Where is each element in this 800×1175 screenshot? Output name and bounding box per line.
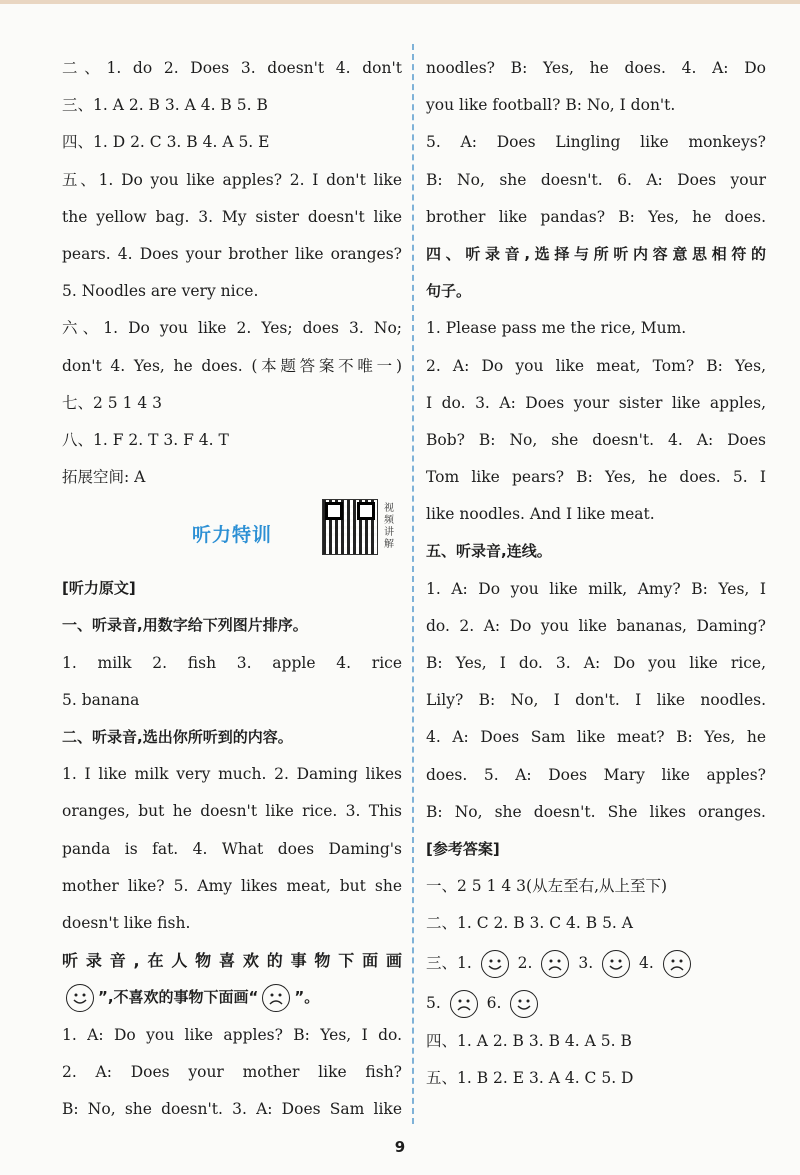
answer-line: 二、1. C 2. B 3. C 4. B 5. A (426, 914, 633, 933)
answer-line: 一、2 5 1 4 3(从左至右,从上至下) (426, 877, 668, 896)
qr-label: 视频讲解 (384, 503, 394, 551)
answer-line: 八、1. F 2. T 3. F 4. T (62, 430, 229, 449)
answer-line: don't 4. Yes, he does. (本题答案不唯一) (62, 356, 402, 375)
transcript-line: panda is fat. 4. What does Daming's (62, 839, 402, 858)
question-heading: 二、听录音,选出你所听到的内容。 (62, 728, 293, 746)
answer-line: 三、1. A 2. B 3. A 4. B 5. B (62, 96, 268, 115)
transcript-line: 1. milk 2. fish 3. apple 4. rice (62, 653, 402, 672)
answer-line: pears. 4. Does your brother like oranges? (62, 244, 402, 263)
transcript-line: 5. banana (62, 690, 140, 709)
question-heading-cont (62, 979, 402, 1016)
subsection-heading: [听力原文] (62, 579, 136, 598)
sad-face-icon (541, 950, 569, 978)
answer-number: 6. (486, 993, 502, 1012)
answer-line: 五、1. B 2. E 3. A 4. C 5. D (426, 1068, 634, 1087)
column-divider (412, 44, 414, 1124)
answer-number: 4. (639, 953, 654, 972)
smiley-face-icon (481, 950, 509, 978)
question-heading: 一、听录音,用数字给下列图片排序。 (62, 616, 308, 635)
answer-prefix: 三、1. (426, 953, 472, 972)
transcript-line: 1. A: Do you like milk, Amy? B: Yes, I (426, 579, 766, 598)
answer-number: 5. (426, 993, 441, 1012)
heading-text: ”,不喜欢的事物下面画“ (98, 988, 259, 1007)
transcript-line: I do. 3. A: Does your sister like apples, (426, 393, 766, 412)
page-number: 9 (394, 1138, 406, 1156)
transcript-line: does. 5. A: Does Mary like apples? (426, 765, 766, 784)
answer-line: the yellow bag. 3. My sister doesn't like (62, 207, 402, 226)
transcript-line: doesn't like fish. (62, 913, 191, 932)
transcript-line: 4. A: Does Sam like meat? B: Yes, he (426, 728, 766, 747)
transcript-line: oranges, but he doesn't like rice. 3. This (62, 802, 402, 821)
answer-faces-line (426, 943, 766, 983)
transcript-line: Lily? B: No, I don't. I like noodles. (426, 691, 766, 710)
sad-face-icon (663, 950, 691, 978)
answer-line: 四、1. A 2. B 3. B 4. A 5. B (426, 1031, 632, 1050)
transcript-line: brother like pandas? B: Yes, he does. (426, 207, 766, 226)
transcript-line: mother like? 5. Amy likes meat, but she (62, 876, 402, 895)
section-title-block (62, 496, 402, 570)
subsection-heading: [参考答案] (426, 839, 500, 858)
transcript-line: 2. A: Does your mother like fish? (62, 1062, 402, 1081)
answer-line: 拓展空间: A (62, 468, 146, 487)
transcript-line: B: No, she doesn't. 6. A: Does your (426, 170, 766, 189)
transcript-line: 1. I like milk very much. 2. Daming likes (62, 765, 402, 784)
qr-code-icon[interactable] (322, 499, 378, 555)
video-qr-block[interactable] (322, 498, 400, 556)
sad-face-icon (262, 984, 290, 1012)
top-color-strip (0, 0, 800, 4)
right-column (426, 50, 766, 1097)
transcript-line: 1. Please pass me the rice, Mum. (426, 319, 687, 338)
sad-face-icon (450, 990, 478, 1018)
smiley-face-icon (602, 950, 630, 978)
smiley-face-icon (510, 990, 538, 1018)
left-column (62, 50, 402, 1128)
answer-line: 二、1. do 2. Does 3. doesn't 4. don't (62, 59, 402, 77)
question-heading: 四、听录音,选择与所听内容意思相符的 (426, 244, 766, 263)
transcript-line: like noodles. And I like meat. (426, 505, 655, 524)
section-title: 听力特训 (191, 523, 272, 546)
question-heading: 五、听录音,连线。 (426, 542, 552, 561)
transcript-line: B: No, she doesn't. She likes oranges. (426, 802, 766, 821)
transcript-line: 1. A: Do you like apples? B: Yes, I do. (62, 1025, 402, 1044)
answer-number: 2. (517, 953, 533, 972)
heading-tail: ”。 (294, 988, 320, 1007)
answer-line: 四、1. D 2. C 3. B 4. A 5. E (62, 133, 270, 152)
transcript-line: Bob? B: No, she doesn't. 4. A: Does (426, 430, 766, 449)
transcript-line: B: Yes, I do. 3. A: Do you like rice, (426, 654, 766, 672)
answer-faces-line (426, 983, 766, 1023)
answer-line: 七、2 5 1 4 3 (62, 393, 163, 412)
question-heading: 句子。 (426, 282, 472, 301)
transcript-line: noodles? B: Yes, he does. 4. A: Do (426, 59, 766, 77)
transcript-line: 5. A: Does Lingling like monkeys? (426, 133, 766, 152)
transcript-line: do. 2. A: Do you like bananas, Daming? (426, 616, 766, 635)
transcript-line: you like football? B: No, I don't. (426, 96, 676, 115)
transcript-line: B: No, she doesn't. 3. A: Does Sam like (62, 1099, 402, 1118)
answer-line: 六、1. Do you like 2. Yes; does 3. No; (62, 319, 402, 338)
question-heading: 听录音,在人物喜欢的事物下面画 (62, 951, 402, 971)
answer-number: 3. (578, 953, 594, 972)
answer-line: 5. Noodles are very nice. (62, 282, 259, 301)
transcript-line: Tom like pears? B: Yes, he does. 5. I (426, 468, 766, 487)
answer-line: 五、1. Do you like apples? 2. I don't like (62, 170, 402, 189)
smiley-face-icon (66, 984, 94, 1012)
transcript-line: 2. A: Do you like meat, Tom? B: Yes, (426, 356, 766, 375)
